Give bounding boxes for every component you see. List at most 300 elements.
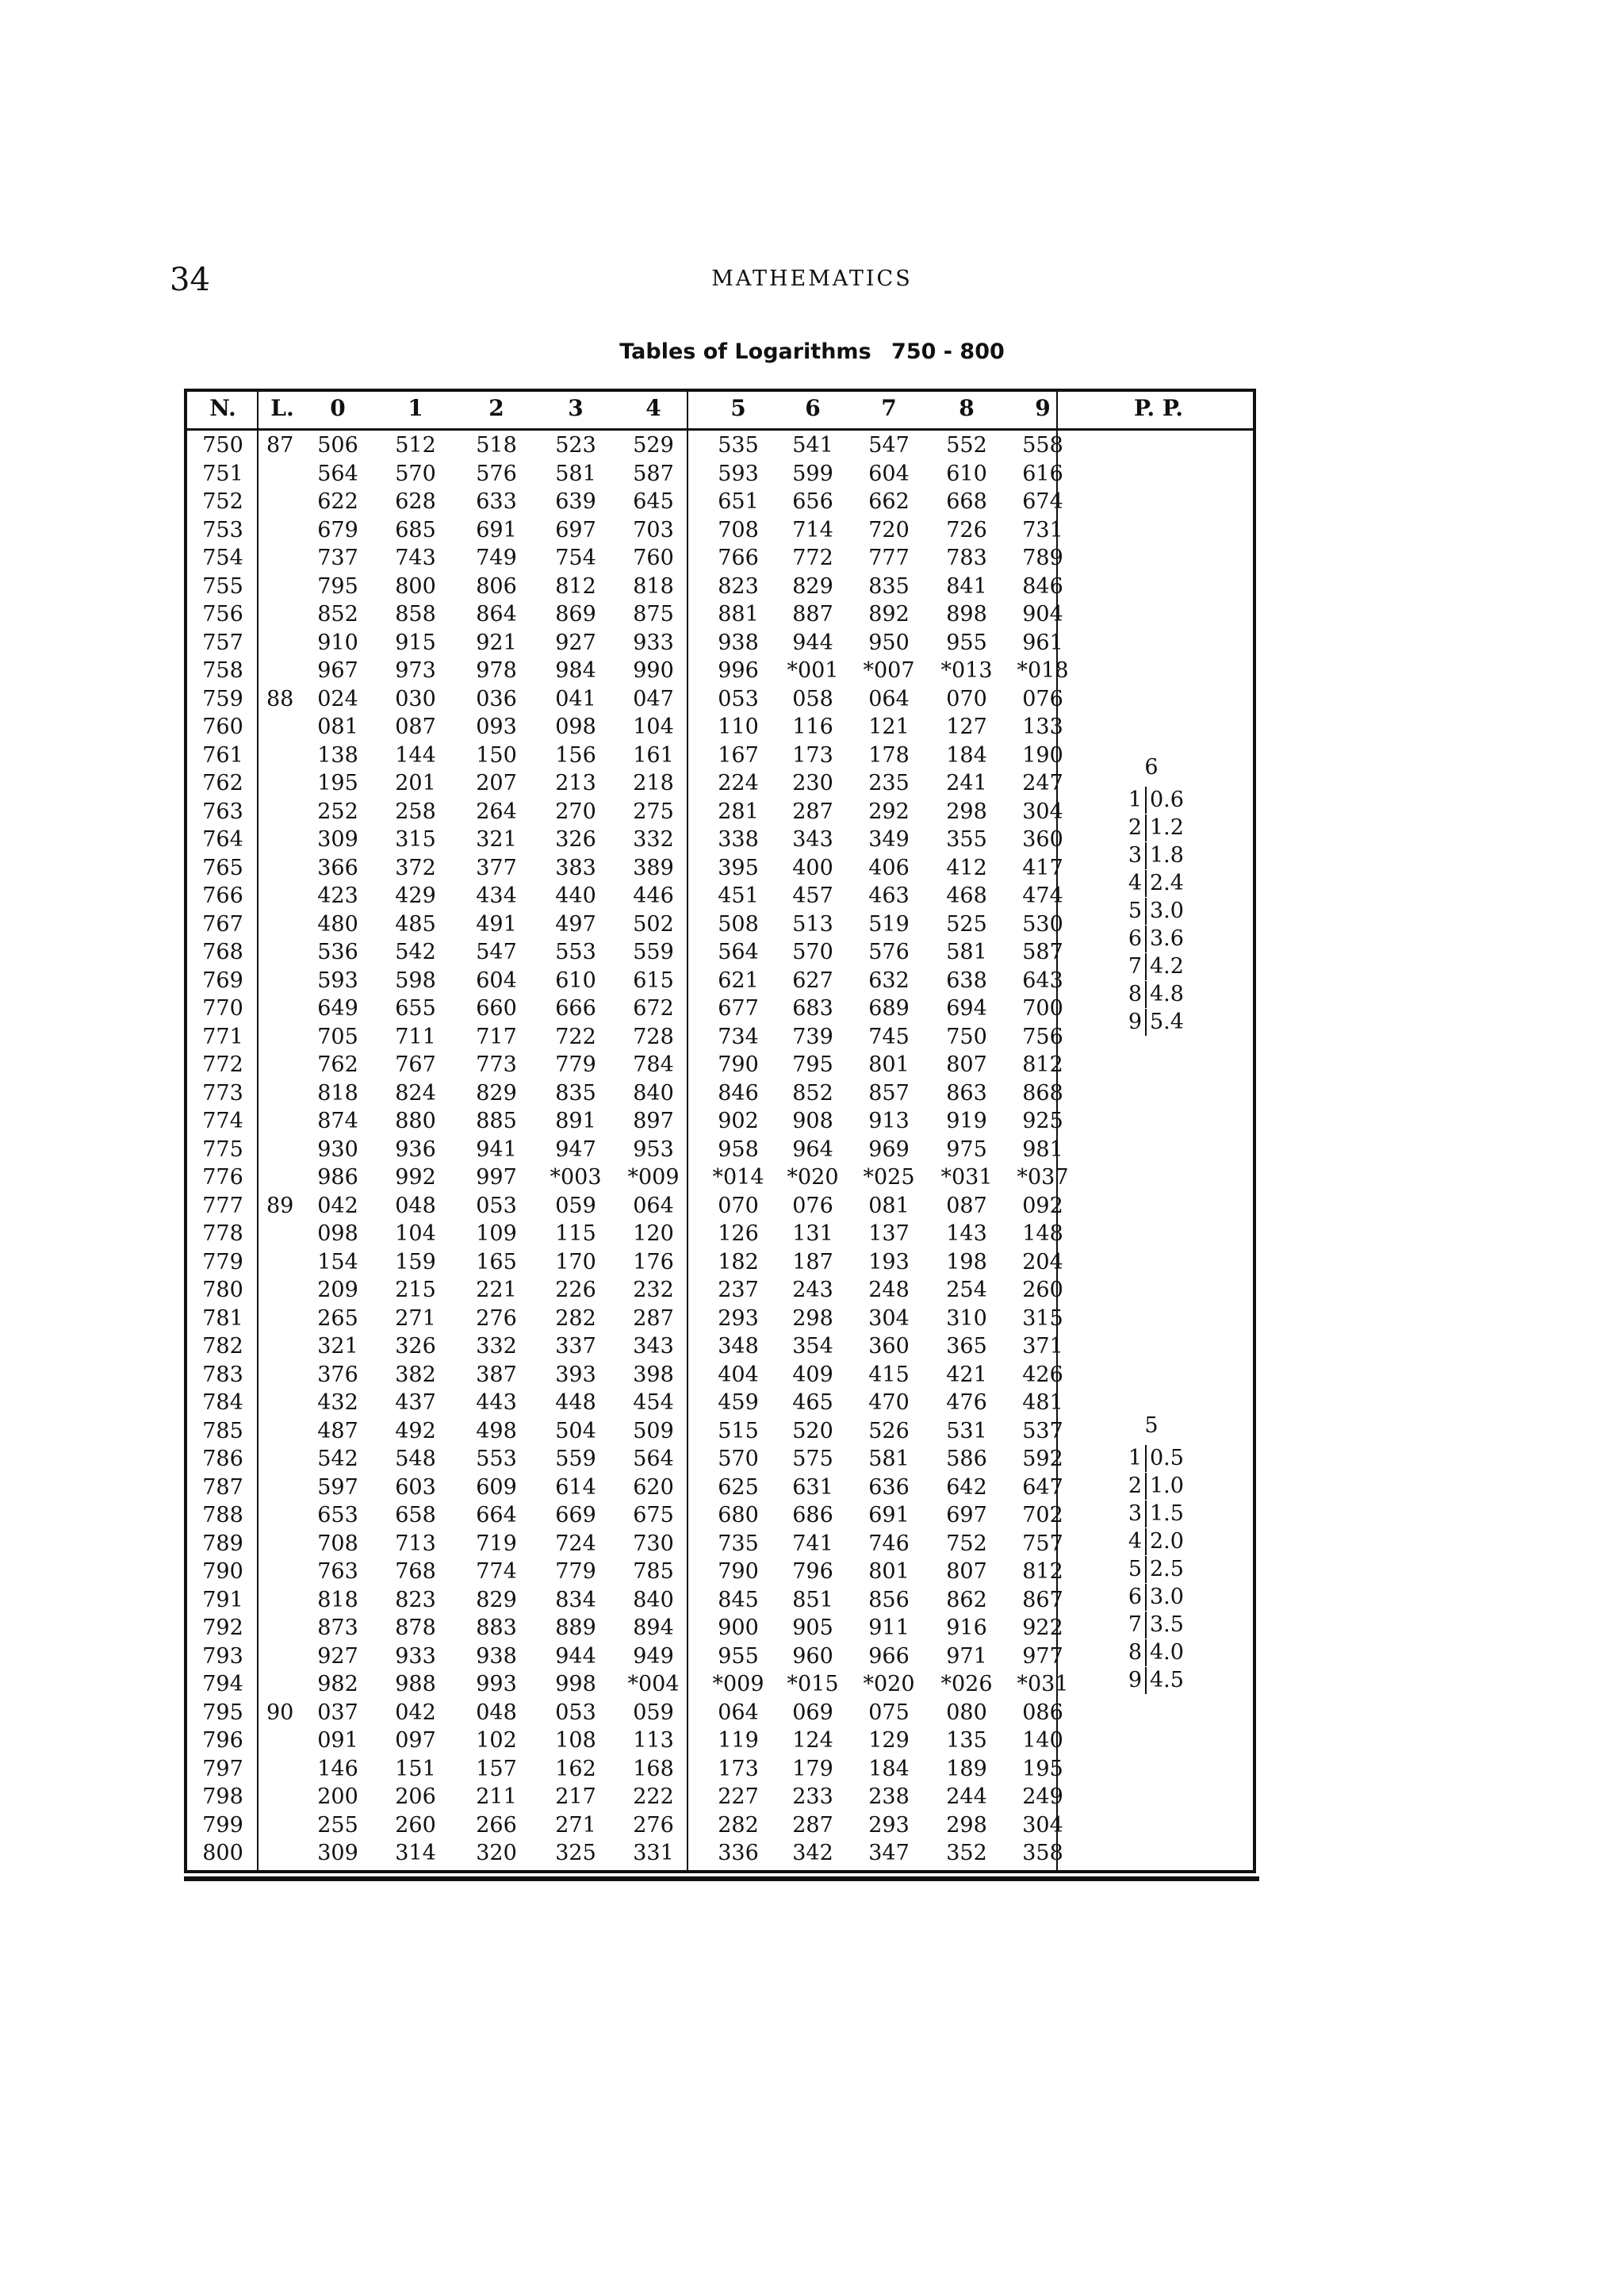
pp-row <box>1123 926 1184 952</box>
pp-digit: 5 <box>1123 1556 1147 1583</box>
mantissa-cell: 636 <box>868 1474 910 1500</box>
mantissa-cell: 135 <box>946 1728 987 1753</box>
mantissa-cell: 581 <box>946 940 987 964</box>
mantissa-cell: 176 <box>633 1249 674 1274</box>
mantissa-cell: 211 <box>476 1784 517 1809</box>
mantissa-cell: 750 <box>946 1024 987 1049</box>
table-row <box>187 1305 1063 1333</box>
mantissa-cell: 491 <box>476 911 517 937</box>
mantissa-cell: 812 <box>1022 1052 1063 1077</box>
mantissa-cell: 415 <box>868 1362 910 1387</box>
table-row <box>187 1163 1069 1192</box>
table-row <box>187 1023 1063 1052</box>
mantissa-cell: 258 <box>395 799 436 824</box>
mantissa-cell: 287 <box>792 799 833 824</box>
mantissa-cell: 789 <box>1022 546 1063 570</box>
mantissa-cell: 108 <box>555 1728 596 1753</box>
row-number: 775 <box>202 1136 243 1162</box>
mantissa-cell: 448 <box>555 1390 596 1415</box>
mantissa-cell: 806 <box>476 573 517 599</box>
mantissa-cell: 457 <box>792 883 833 908</box>
mantissa-cell: 925 <box>1022 1109 1063 1133</box>
mantissa-cell: 076 <box>792 1193 833 1218</box>
mantissa-cell: 309 <box>317 1841 358 1865</box>
row-number: 754 <box>202 546 243 570</box>
mantissa-cell: 321 <box>317 1334 358 1359</box>
table-title <box>0 339 1624 364</box>
mantissa-cell: 978 <box>476 658 517 683</box>
mantissa-cell: 858 <box>395 602 436 627</box>
mantissa-cell: 310 <box>946 1305 987 1331</box>
table-row <box>187 882 1063 910</box>
mantissa-cell: 576 <box>476 461 517 486</box>
mantissa-cell: 417 <box>1022 855 1063 880</box>
table-row <box>187 657 1069 685</box>
pp-value: 4.2 <box>1150 954 1184 979</box>
mantissa-cell: 801 <box>868 1052 910 1077</box>
pp-row <box>1123 787 1184 814</box>
row-number: 751 <box>202 461 243 486</box>
mantissa-cell: 260 <box>1022 1278 1063 1302</box>
mantissa-cell: 873 <box>317 1616 358 1640</box>
pp-row <box>1123 814 1184 841</box>
mantissa-cell: 206 <box>395 1784 436 1809</box>
mantissa-cell: 564 <box>633 1447 674 1471</box>
mantissa-cell: 669 <box>555 1503 596 1527</box>
mantissa-cell: 360 <box>1022 827 1063 852</box>
row-number: 776 <box>202 1165 243 1190</box>
mantissa-cell: 440 <box>555 883 596 908</box>
mantissa-cell: 138 <box>317 742 358 768</box>
mantissa-cell: 977 <box>1022 1643 1063 1669</box>
table-row <box>187 460 1063 489</box>
mantissa-cell: 404 <box>718 1362 759 1387</box>
mantissa-cell: *009 <box>627 1165 680 1190</box>
mantissa-cell: 508 <box>718 911 759 937</box>
mantissa-cell: 668 <box>946 489 987 514</box>
mantissa-cell: 856 <box>868 1587 910 1612</box>
mantissa-cell: 703 <box>633 517 674 542</box>
pp-value: 1.5 <box>1150 1501 1184 1526</box>
row-number: 773 <box>202 1080 243 1106</box>
table-row <box>187 798 1063 826</box>
mantissa-cell: 315 <box>395 827 436 852</box>
mantissa-cell: 655 <box>395 996 436 1021</box>
mantissa-cell: 092 <box>1022 1193 1063 1218</box>
mantissa-cell: 254 <box>946 1278 987 1302</box>
row-number: 797 <box>202 1756 243 1781</box>
mantissa-cell: 938 <box>476 1643 517 1669</box>
mantissa-cell: 200 <box>317 1784 358 1809</box>
mantissa-cell: 086 <box>1022 1700 1063 1725</box>
pp-value: 4.5 <box>1150 1668 1184 1692</box>
mantissa-cell: 587 <box>1022 940 1063 964</box>
mantissa-cell: 564 <box>718 940 759 964</box>
mantissa-cell: 679 <box>317 517 358 542</box>
mantissa-cell: 938 <box>718 630 759 655</box>
mantissa-cell: 633 <box>476 489 517 514</box>
mantissa-cell: 829 <box>792 573 833 599</box>
mantissa-cell: 535 <box>718 433 759 458</box>
mantissa-cell: 131 <box>792 1221 833 1246</box>
row-number: 796 <box>202 1728 243 1753</box>
mantissa-cell: 713 <box>395 1531 436 1556</box>
mantissa-cell: *003 <box>550 1165 602 1190</box>
mantissa-cell: 625 <box>718 1474 759 1500</box>
mantissa-cell: 783 <box>946 546 987 570</box>
mantissa-cell: 542 <box>395 940 436 964</box>
mantissa-cell: 990 <box>633 658 674 683</box>
pp-digit: 7 <box>1123 953 1147 980</box>
row-number: 777 <box>202 1193 243 1218</box>
mantissa-cell: 354 <box>792 1334 833 1359</box>
mantissa-cell: 271 <box>555 1812 596 1838</box>
mantissa-cell: 614 <box>555 1474 596 1500</box>
mantissa-cell: 338 <box>718 827 759 852</box>
mantissa-cell: 737 <box>317 546 358 570</box>
mantissa-cell: 287 <box>792 1812 833 1838</box>
mantissa-cell: 598 <box>395 968 436 993</box>
pp-value: 1.0 <box>1150 1474 1184 1498</box>
table-row <box>187 1079 1063 1108</box>
header-digit: 4 <box>645 395 661 421</box>
mantissa-cell: 553 <box>555 940 596 964</box>
pp-value: 2.4 <box>1150 871 1184 895</box>
mantissa-cell: 058 <box>792 686 833 711</box>
mantissa-cell: 352 <box>946 1841 987 1865</box>
mantissa-cell: 187 <box>792 1249 833 1274</box>
pp-row <box>1123 1473 1184 1500</box>
row-number: 757 <box>202 630 243 655</box>
mantissa-cell: 342 <box>792 1841 833 1865</box>
mantissa-cell: 337 <box>555 1334 596 1359</box>
mantissa-cell: 198 <box>946 1249 987 1274</box>
pp-value: 5.4 <box>1150 1010 1184 1034</box>
mantissa-cell: 201 <box>395 771 436 795</box>
mantissa-cell: 857 <box>868 1080 910 1106</box>
header-digit: 1 <box>408 395 423 421</box>
mantissa-cell: 412 <box>946 855 987 880</box>
mantissa-cell: 504 <box>555 1418 596 1443</box>
mantissa-cell: 170 <box>555 1249 596 1274</box>
mantissa-cell: 347 <box>868 1841 910 1865</box>
table-row <box>187 1670 1069 1699</box>
mantissa-cell: 774 <box>476 1559 517 1584</box>
mantissa-cell: 064 <box>868 686 910 711</box>
mantissa-cell: 437 <box>395 1390 436 1415</box>
mantissa-cell: 892 <box>868 602 910 627</box>
mantissa-cell: 121 <box>868 715 910 739</box>
mantissa-cell: 144 <box>395 742 436 768</box>
pp-value: 1.8 <box>1150 843 1184 868</box>
mantissa-cell: 559 <box>633 940 674 964</box>
mantissa-cell: 343 <box>792 827 833 852</box>
mantissa-cell: 182 <box>718 1249 759 1274</box>
mantissa-cell: 409 <box>792 1362 833 1387</box>
row-number: 787 <box>202 1474 243 1500</box>
pp-row <box>1123 1639 1184 1666</box>
row-number: 771 <box>202 1024 243 1049</box>
mantissa-cell: 137 <box>868 1221 910 1246</box>
mantissa-cell: 570 <box>395 461 436 486</box>
mantissa-cell: 988 <box>395 1672 436 1696</box>
row-number: 750 <box>202 433 243 458</box>
mantissa-cell: 683 <box>792 996 833 1021</box>
mantissa-cell: 779 <box>555 1052 596 1077</box>
table-row <box>187 1614 1063 1642</box>
pp-row <box>1123 1667 1184 1694</box>
mantissa-cell: 470 <box>868 1390 910 1415</box>
mantissa-cell: 110 <box>718 715 759 739</box>
pp-row <box>1123 1528 1184 1555</box>
mantissa-cell: 846 <box>718 1080 759 1106</box>
mantissa-cell: 818 <box>317 1080 358 1106</box>
mantissa-cell: 492 <box>395 1418 436 1443</box>
mantissa-cell: 030 <box>395 686 436 711</box>
table-row <box>187 1558 1063 1586</box>
row-number: 778 <box>202 1221 243 1246</box>
mantissa-cell: 845 <box>718 1587 759 1612</box>
row-number: 786 <box>202 1447 243 1471</box>
mantissa-cell: 702 <box>1022 1503 1063 1527</box>
mantissa-cell: 140 <box>1022 1728 1063 1753</box>
mantissa-cell: 179 <box>792 1756 833 1781</box>
table-row <box>187 488 1063 516</box>
mantissa-cell: 190 <box>1022 742 1063 768</box>
mantissa-cell: 506 <box>317 433 358 458</box>
row-number: 784 <box>202 1390 243 1415</box>
mantissa-cell: 075 <box>868 1700 910 1725</box>
mantissa-cell: 509 <box>633 1418 674 1443</box>
mantissa-cell: 304 <box>1022 1812 1063 1838</box>
mantissa-cell: 042 <box>395 1700 436 1725</box>
mantissa-cell: 116 <box>792 715 833 739</box>
pp-head: 5 <box>1144 1413 1159 1438</box>
row-number: 772 <box>202 1052 243 1077</box>
mantissa-cell: 697 <box>555 517 596 542</box>
table-row <box>187 1501 1063 1530</box>
mantissa-cell: 752 <box>946 1531 987 1556</box>
mantissa-cell: 069 <box>792 1700 833 1725</box>
mantissa-cell: *007 <box>863 658 915 683</box>
header-pp: P. P. <box>1133 395 1184 421</box>
row-number: 768 <box>202 940 243 964</box>
mantissa-cell: 332 <box>476 1334 517 1359</box>
pp-value: 3.0 <box>1150 1585 1184 1609</box>
mantissa-cell: 271 <box>395 1305 436 1331</box>
pp-value: 3.0 <box>1150 899 1184 923</box>
row-number: 785 <box>202 1418 243 1443</box>
mantissa-cell: 102 <box>476 1728 517 1753</box>
table-row <box>187 1642 1063 1671</box>
pp-row <box>1123 953 1184 980</box>
mantissa-cell: 835 <box>868 573 910 599</box>
mantissa-cell: 120 <box>633 1221 674 1246</box>
mantissa-cell: 207 <box>476 771 517 795</box>
row-number: 799 <box>202 1812 243 1838</box>
mantissa-cell: 526 <box>868 1418 910 1443</box>
mantissa-cell: 642 <box>946 1474 987 1500</box>
mantissa-cell: 647 <box>1022 1474 1063 1500</box>
mantissa-cell: 735 <box>718 1531 759 1556</box>
mantissa-cell: 841 <box>946 573 987 599</box>
mantissa-cell: 264 <box>476 799 517 824</box>
mantissa-cell: *031 <box>940 1165 993 1190</box>
mantissa-cell: *018 <box>1017 658 1069 683</box>
table-row <box>187 1530 1063 1558</box>
mantissa-cell: 756 <box>1022 1024 1063 1049</box>
log-table <box>184 389 1256 1873</box>
row-number: 770 <box>202 996 243 1021</box>
mantissa-cell: 666 <box>555 996 596 1021</box>
mantissa-cell: 053 <box>555 1700 596 1725</box>
mantissa-cell: 365 <box>946 1334 987 1359</box>
mantissa-cell: 691 <box>868 1503 910 1527</box>
mantissa-cell: 244 <box>946 1784 987 1809</box>
table-row <box>187 1389 1063 1417</box>
table-row <box>187 1755 1063 1784</box>
mantissa-cell: 660 <box>476 996 517 1021</box>
mantissa-cell: 133 <box>1022 715 1063 739</box>
mantissa-cell: 530 <box>1022 911 1063 937</box>
mantissa-cell: 887 <box>792 602 833 627</box>
mantissa-cell: 098 <box>317 1221 358 1246</box>
table-row <box>187 1727 1063 1755</box>
mantissa-cell: 515 <box>718 1418 759 1443</box>
pp-value: 0.6 <box>1150 788 1184 812</box>
mantissa-cell: 087 <box>946 1193 987 1218</box>
mantissa-cell: 321 <box>476 827 517 852</box>
mantissa-cell: 232 <box>633 1278 674 1302</box>
row-number: 789 <box>202 1531 243 1556</box>
table-row <box>187 685 1063 714</box>
mantissa-cell: 474 <box>1022 883 1063 908</box>
mantissa-cell: 168 <box>633 1756 674 1781</box>
mantissa-cell: 204 <box>1022 1249 1063 1274</box>
row-number: 794 <box>202 1672 243 1696</box>
mantissa-cell: 173 <box>792 742 833 768</box>
mantissa-cell: 376 <box>317 1362 358 1387</box>
mantissa-cell: 429 <box>395 883 436 908</box>
mantissa-cell: 984 <box>555 658 596 683</box>
mantissa-cell: 638 <box>946 968 987 993</box>
table-row <box>187 938 1063 967</box>
table-row <box>187 713 1063 742</box>
mantissa-cell: 241 <box>946 771 987 795</box>
mantissa-cell: 852 <box>317 602 358 627</box>
mantissa-cell: 790 <box>718 1052 759 1077</box>
mantissa-cell: 129 <box>868 1728 910 1753</box>
pp-digit: 6 <box>1123 1584 1147 1611</box>
mantissa-cell: 325 <box>555 1841 596 1865</box>
mantissa-cell: 215 <box>395 1278 436 1302</box>
mantissa-cell: 343 <box>633 1334 674 1359</box>
mantissa-cell: 304 <box>868 1305 910 1331</box>
row-number: 795 <box>202 1700 243 1725</box>
mantissa-cell: 151 <box>395 1756 436 1781</box>
mantissa-cell: 622 <box>317 489 358 514</box>
mantissa-cell: 726 <box>946 517 987 542</box>
mantissa-cell: 161 <box>633 742 674 768</box>
mantissa-cell: 982 <box>317 1672 358 1696</box>
mantissa-cell: 255 <box>317 1812 358 1838</box>
mantissa-cell: 760 <box>633 546 674 570</box>
mantissa-cell: 933 <box>633 630 674 655</box>
mantissa-cell: 498 <box>476 1418 517 1443</box>
mantissa-cell: 275 <box>633 799 674 824</box>
mantissa-cell: 880 <box>395 1109 436 1133</box>
mantissa-cell: *020 <box>863 1672 915 1696</box>
mantissa-cell: 953 <box>633 1136 674 1162</box>
mantissa-cell: 645 <box>633 489 674 514</box>
mantissa-cell: 621 <box>718 968 759 993</box>
mantissa-cell: 604 <box>868 461 910 486</box>
mantissa-cell: 143 <box>946 1221 987 1246</box>
mantissa-cell: 772 <box>792 546 833 570</box>
mantissa-cell: *037 <box>1017 1165 1069 1190</box>
mantissa-cell: 651 <box>718 489 759 514</box>
mantissa-cell: 298 <box>792 1305 833 1331</box>
mantissa-cell: 627 <box>792 968 833 993</box>
mantissa-cell: 949 <box>633 1643 674 1669</box>
mantissa-cell: 485 <box>395 911 436 937</box>
mantissa-cell: 996 <box>718 658 759 683</box>
table-row <box>187 1417 1063 1446</box>
mantissa-cell: 722 <box>555 1024 596 1049</box>
mantissa-cell: 913 <box>868 1109 910 1133</box>
table-row <box>187 1474 1063 1502</box>
mantissa-cell: 818 <box>633 573 674 599</box>
pp-digit: 9 <box>1123 1009 1147 1036</box>
mantissa-cell: 053 <box>476 1193 517 1218</box>
mantissa-cell: 620 <box>633 1474 674 1500</box>
mantissa-cell: *015 <box>787 1672 839 1696</box>
mantissa-cell: 076 <box>1022 686 1063 711</box>
mantissa-cell: 743 <box>395 546 436 570</box>
header-digit: 2 <box>488 395 504 421</box>
header-l: L. <box>270 395 294 421</box>
mantissa-cell: 581 <box>555 461 596 486</box>
table-row <box>187 910 1063 939</box>
mantissa-cell: 891 <box>555 1109 596 1133</box>
mantissa-cell: 421 <box>946 1362 987 1387</box>
mantissa-cell: 800 <box>395 573 436 599</box>
pp-digit: 1 <box>1123 787 1147 814</box>
mantissa-cell: *031 <box>1017 1672 1069 1696</box>
mantissa-cell: 766 <box>718 546 759 570</box>
row-number: 791 <box>202 1587 243 1612</box>
mantissa-cell: 875 <box>633 602 674 627</box>
pp-row <box>1123 842 1184 869</box>
mantissa-cell: 616 <box>1022 461 1063 486</box>
mantissa-cell: 238 <box>868 1784 910 1809</box>
mantissa-cell: 332 <box>633 827 674 852</box>
mantissa-cell: 426 <box>1022 1362 1063 1387</box>
pp-digit: 9 <box>1123 1667 1147 1694</box>
mantissa-cell: *014 <box>712 1165 764 1190</box>
mantissa-cell: 150 <box>476 742 517 768</box>
table-row <box>187 1361 1063 1389</box>
mantissa-cell: 807 <box>946 1052 987 1077</box>
mantissa-cell: 355 <box>946 827 987 852</box>
mantissa-cell: 358 <box>1022 1841 1063 1865</box>
mantissa-cell: 754 <box>555 546 596 570</box>
mantissa-cell: 468 <box>946 883 987 908</box>
table-row <box>187 1276 1063 1305</box>
mantissa-cell: *009 <box>712 1672 764 1696</box>
mantissa-cell: 904 <box>1022 602 1063 627</box>
mantissa-cell: 314 <box>395 1841 436 1865</box>
